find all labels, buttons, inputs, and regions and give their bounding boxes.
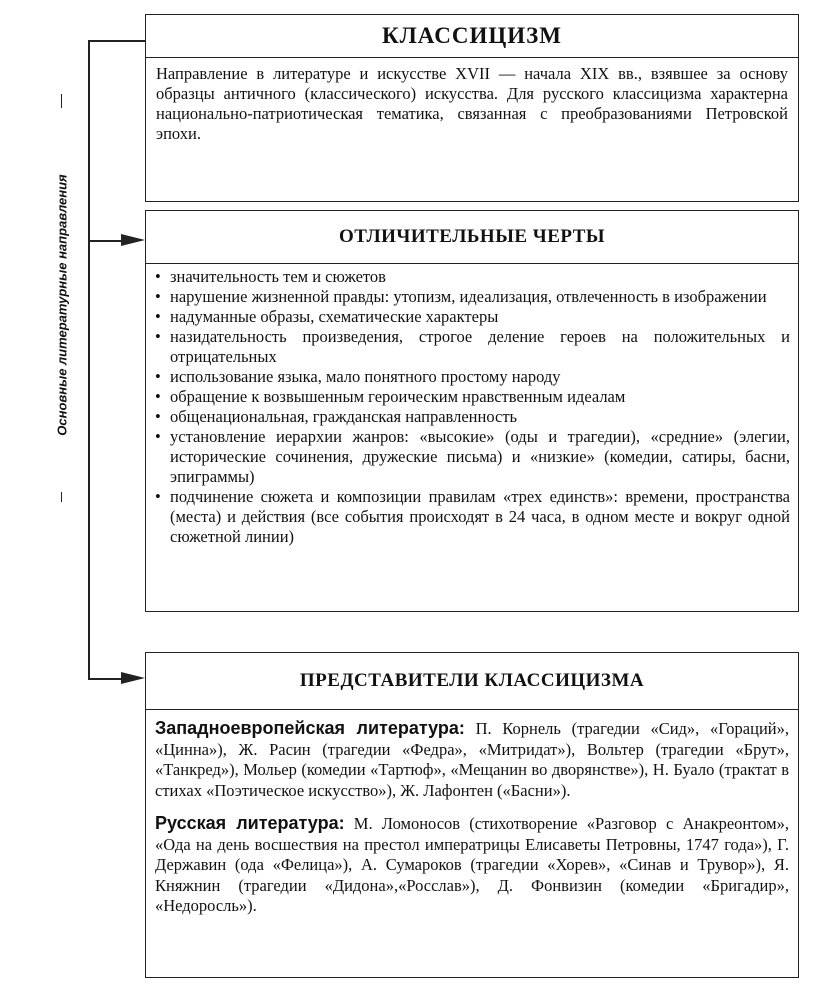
- feature-item: • нарушение жизненной правды: утопизм, идеализация, отвлеченность в изображении: [154, 287, 790, 307]
- russian-literature-heading: Русская литература:: [155, 813, 345, 833]
- classicism-box: [145, 14, 799, 202]
- side-label-bottom-tick: [61, 492, 62, 502]
- representatives-body: [146, 710, 798, 917]
- arrow-to-representatives: [121, 672, 145, 684]
- side-label-top-tick: [61, 94, 62, 108]
- russian-literature-paragraph: [155, 813, 789, 917]
- side-label-text: Основные литературные направления: [54, 174, 70, 436]
- features-title: ОТЛИЧИТЕЛЬНЫЕ ЧЕРТЫ: [146, 211, 798, 264]
- arrow-to-features: [121, 234, 145, 246]
- features-list: [146, 264, 798, 547]
- features-box: [145, 210, 799, 612]
- feature-item: • установление иерархии жанров: «высокие» (оды и трагедии), «средние» (элегии, исторические сочинения, дружеские письма) и «низкие» (комедии, сатиры, басни, эпиграммы): [154, 427, 790, 487]
- connector-vertical: [88, 40, 90, 679]
- classicism-description: Направление в литературе и искусстве XVII — начала XIX вв., взявшее за основу образцы античного (классического) искусства. Для русского классицизма характерна национально-патриотическая тематика, связанная с преобразованиями Петровской эпохи.: [156, 64, 788, 143]
- feature-item: • надуманные образы, схематические характеры: [154, 307, 790, 327]
- representatives-box: [145, 652, 799, 978]
- feature-item: • назидательность произведения, строгое деление героев на положительных и отрицательных: [154, 327, 790, 367]
- feature-item: • общенациональная, гражданская направленность: [154, 407, 790, 427]
- western-literature-paragraph: [155, 718, 789, 801]
- feature-item: • использование языка, мало понятного простому народу: [154, 367, 790, 387]
- western-literature-heading: Западноевропейская литература:: [155, 718, 465, 738]
- representatives-title: ПРЕДСТАВИТЕЛИ КЛАССИЦИЗМА: [146, 653, 798, 710]
- feature-item: • подчинение сюжета и композиции правилам «трех единств»: времени, пространства (места) и действия (все события происходят в 24 часа, в одном месте и вокруг одной сюжетной линии): [154, 487, 790, 547]
- feature-item: • обращение к возвышенным героическим нравственным идеалам: [154, 387, 790, 407]
- russian-literature-text: М. Ломоносов (стихотворение «Разговор с Анакреонтом», «Ода на день восшествия на престол императрицы Елисаветы Петровны, 1747 года»), Г. Державин (ода «Фелица»), А. Сумароков (трагедии «Хорев», «Синав и Трувор»), Я. Княжнин (трагедии «Дидона»,«Росслав»), Д. Фонвизин (комедии «Бригадир», «Недоросль»).: [155, 814, 789, 915]
- connector-top: [88, 40, 145, 42]
- classicism-title: КЛАССИЦИЗМ: [146, 15, 798, 58]
- feature-item: • значительность тем и сюжетов: [154, 267, 790, 287]
- western-literature-text: П. Корнель (трагедии «Сид», «Гораций», «Цинна»), Ж. Расин (трагедии «Федра», «Митридат»), Вольтер (трагедии «Брут», «Танкред»), Мольер (комедии «Тартюф», «Мещанин во дворянстве»), Н. Буало (трактат в стихах «Поэтическое искусство»), Ж. Лафонтен («Басни»).: [155, 719, 789, 800]
- connector-bottom: [88, 678, 122, 680]
- connector-mid: [88, 240, 122, 242]
